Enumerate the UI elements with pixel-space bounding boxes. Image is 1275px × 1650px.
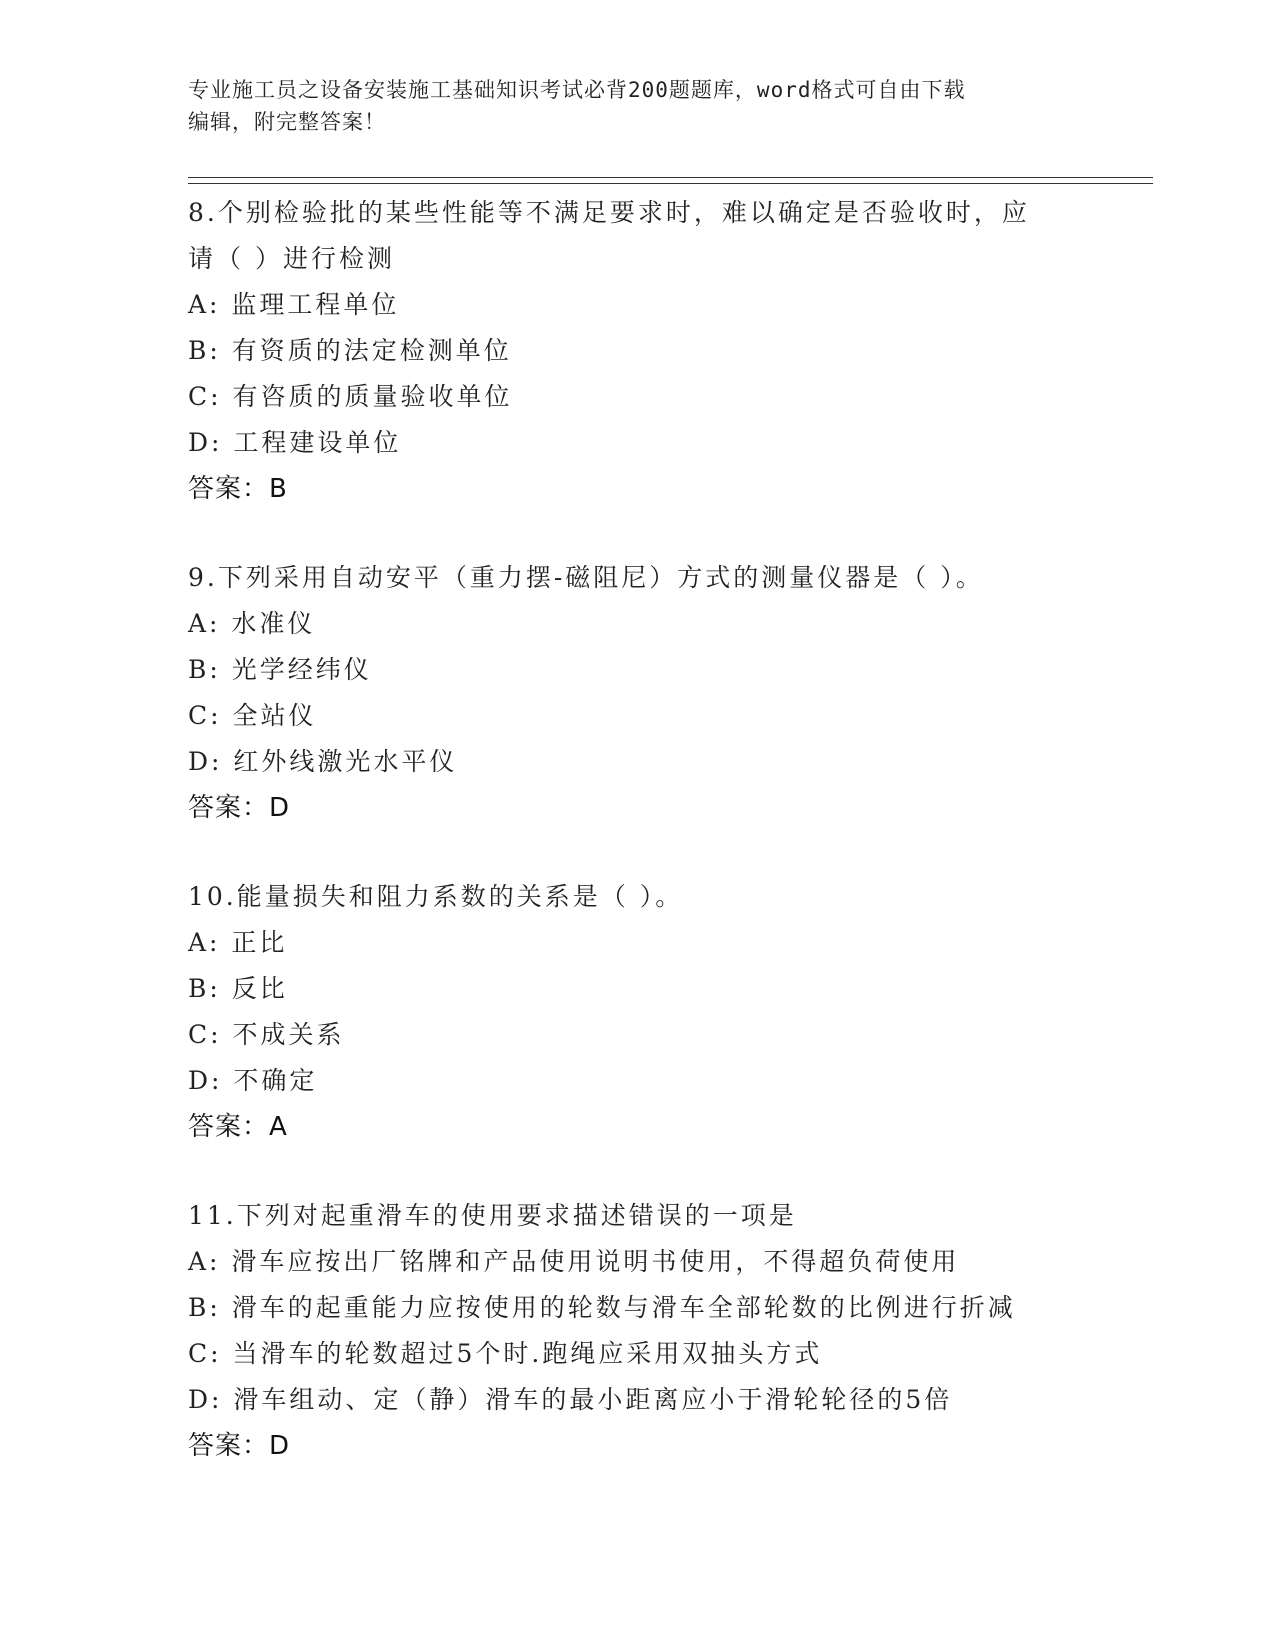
option-d: D: 滑车组动、定（静）滑车的最小距离应小于滑轮轮径的5倍 <box>188 1385 953 1414</box>
option-c: C: 全站仪 <box>188 701 317 730</box>
option-a: A: 滑车应按出厂铭牌和产品使用说明书使用，不得超负荷使用 <box>188 1247 960 1276</box>
header-line-1: 专业施工员之设备安装施工基础知识考试必背200题题库，word格式可自由下载 <box>188 78 966 102</box>
option-d: D: 红外线激光水平仪 <box>188 747 458 776</box>
question-stem-continued: 请（ ）进行检测 <box>188 244 395 273</box>
header-divider <box>188 177 1153 184</box>
option-d: D: 工程建设单位 <box>188 428 402 457</box>
question-spacer <box>188 1150 1088 1193</box>
option-c: C: 当滑车的轮数超过5个时.跑绳应采用双抽头方式 <box>188 1339 823 1368</box>
option-a: A: 正比 <box>188 928 288 957</box>
answer: 答案：A <box>188 1112 288 1142</box>
option-c: C: 有咨质的质量验收单位 <box>188 382 513 411</box>
question-11 <box>188 1193 1088 1469</box>
question-stem: 11.下列对起重滑车的使用要求描述错误的一项是 <box>188 1201 797 1230</box>
question-8 <box>188 190 1088 512</box>
option-a: A: 水准仪 <box>188 609 316 638</box>
question-stem: 8.个别检验批的某些性能等不满足要求时，难以确定是否验收时，应 <box>188 198 1030 227</box>
option-b: B: 滑车的起重能力应按使用的轮数与滑车全部轮数的比例进行折减 <box>188 1293 1016 1322</box>
question-stem: 10.能量损失和阻力系数的关系是（ ）。 <box>188 882 684 911</box>
document-header <box>188 74 1068 138</box>
option-b: B: 有资质的法定检测单位 <box>188 336 512 365</box>
header-line-2: 编辑，附完整答案！ <box>188 110 386 134</box>
answer: 答案：B <box>188 474 288 504</box>
question-spacer <box>188 831 1088 874</box>
question-spacer <box>188 512 1088 555</box>
option-d: D: 不确定 <box>188 1066 318 1095</box>
answer: 答案：D <box>188 1431 291 1461</box>
question-10 <box>188 874 1088 1150</box>
answer: 答案：D <box>188 793 291 823</box>
option-a: A: 监理工程单位 <box>188 290 400 319</box>
question-9 <box>188 555 1088 831</box>
option-b: B: 光学经纬仪 <box>188 655 372 684</box>
question-stem: 9.下列采用自动安平（重力摆-磁阻尼）方式的测量仪器是（ ）。 <box>188 563 984 592</box>
option-b: B: 反比 <box>188 974 288 1003</box>
option-c: C: 不成关系 <box>188 1020 345 1049</box>
question-list <box>188 190 1088 1469</box>
